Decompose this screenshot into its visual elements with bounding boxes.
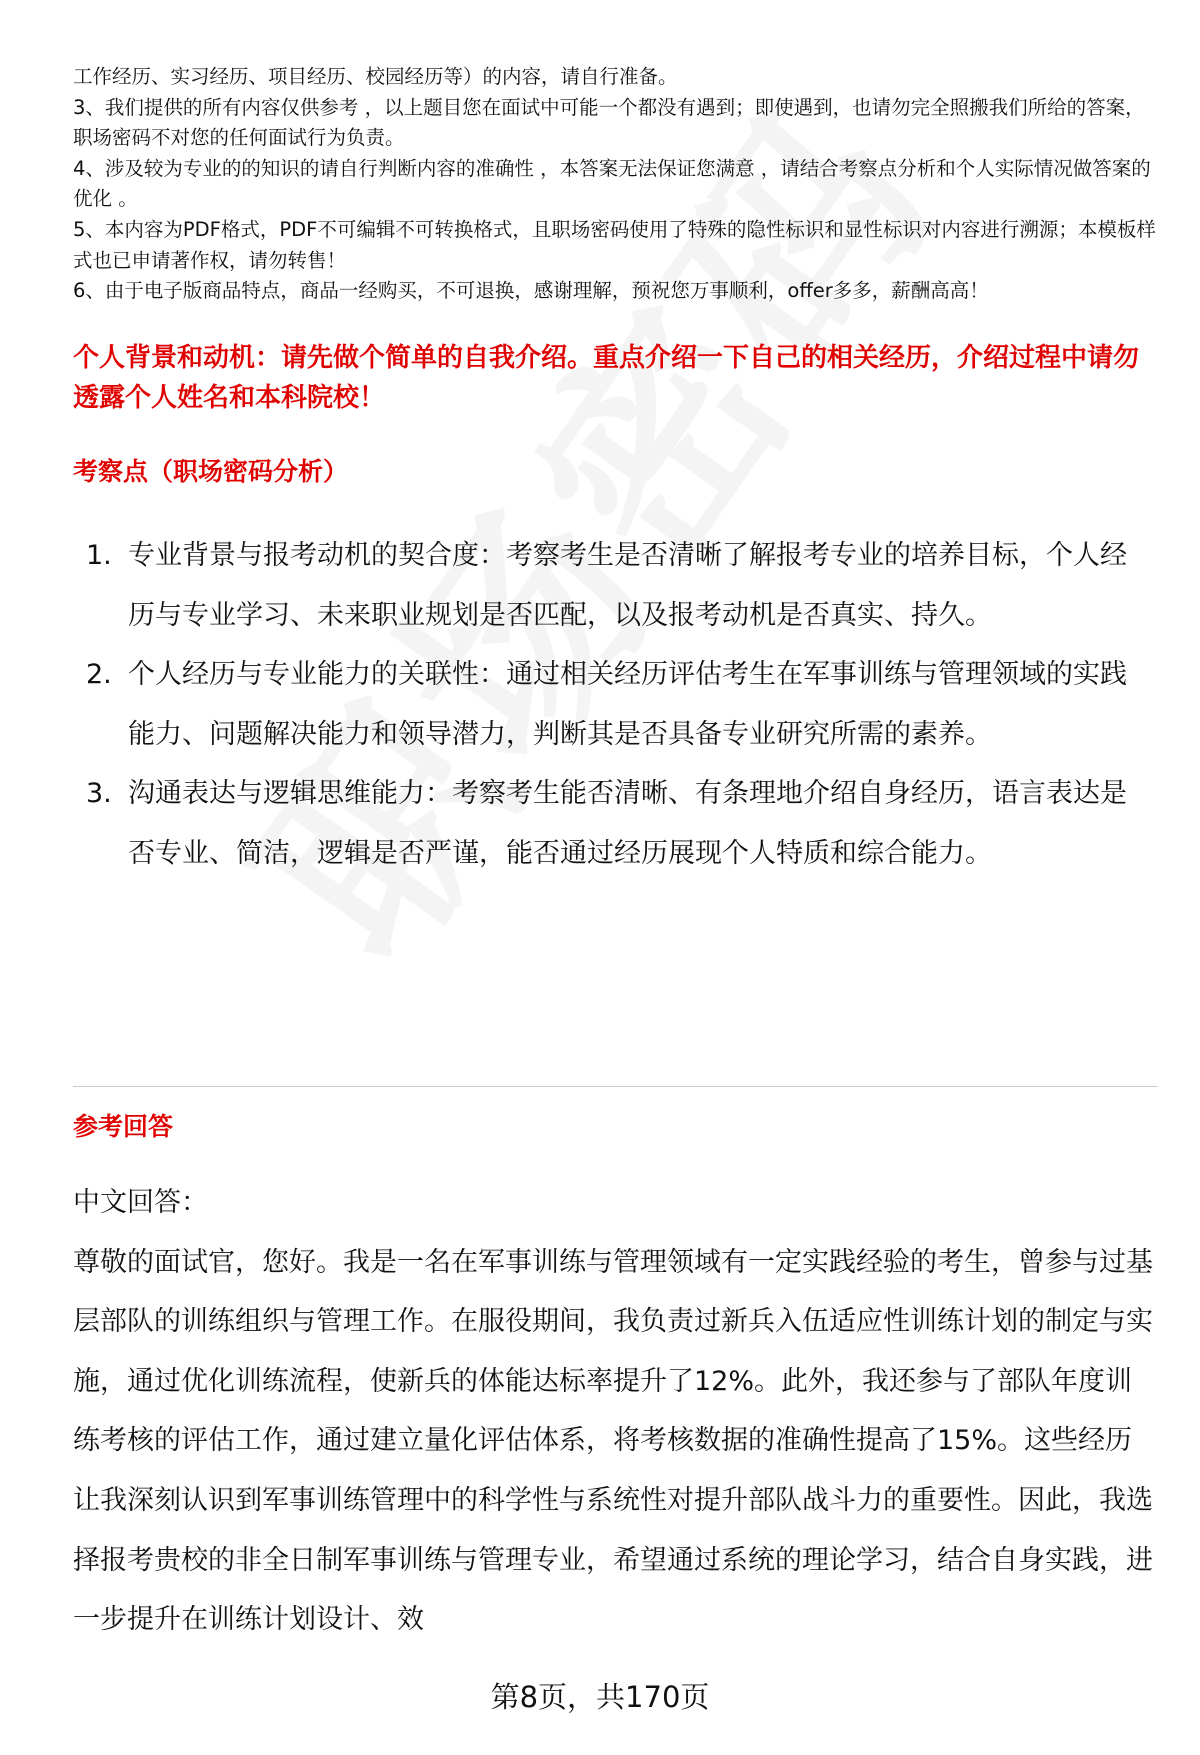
list-item [73, 764, 1153, 883]
analysis-list [73, 526, 1153, 884]
note-line: 3、我们提供的所有内容仅供参考 ，以上题目您在面试中可能一个都没有遇到；即使遇到，也请勿完全照搬我们所给的答案，职场密码不对您的任何面试行为负责。 [73, 95, 1145, 150]
list-text: 沟通表达与逻辑思维能力：考察考生能否清晰、有条理地介绍自身经历，语言表达是否专业、简洁，逻辑是否严谨，能否通过经历展现个人特质和综合能力。 [128, 778, 1127, 869]
list-text: 专业背景与报考动机的契合度：考察考生是否清晰了解报考专业的培养目标，个人经历与专业学习、未来职业规划是否匹配，以及报考动机是否真实、持久。 [128, 540, 1127, 631]
note-line: 6、由于电子版商品特点，商品一经购买，不可退换，感谢理解，预祝您万事顺利，offer多多，薪酬高高！ [73, 279, 989, 303]
page-number: 第8页，共170页 [490, 1680, 710, 1714]
answer-text: 尊敬的面试官，您好。我是一名在军事训练与管理领域有一定实践经验的考生，曾参与过基层部队的训练组织与管理工作。在服役期间，我负责过新兵入伍适应性训练计划的制定与实施，通过优化训练流程，使新兵的体能达标率提升了12%。此外，我还参与了部队年度训练考核的评估工作，通过建立量化评估体系，将考核数据的准确性提高了15%。这些经历让我深刻认识到军事训练管理中的科学性与系统性对提升部队战斗力的重要性。因此，我选择报考贵校的非全日制军事训练与管理专业，希望通过系统的理论学习，结合自身实践，进一步提升在训练计划设计、效 [73, 1246, 1153, 1636]
divider [73, 1086, 1158, 1087]
list-item [73, 645, 1153, 764]
notes-section [73, 62, 1158, 307]
note-line: 工作经历、实习经历、项目经历、校园经历等）的内容，请自行准备。 [73, 65, 678, 88]
answer-heading: 参考回答 [73, 1112, 174, 1141]
list-item [73, 526, 1153, 645]
analysis-heading: 考察点（职场密码分析） [73, 457, 349, 486]
answer-section [73, 1173, 1158, 1650]
note-line: 4、涉及较为专业的的知识的请自行判断内容的准确性 ，本答案无法保证您满意 ，请结合考察点分析和个人实际情况做答案的优化 。 [73, 156, 1151, 211]
list-number: 3. [86, 778, 112, 810]
list-text: 个人经历与专业能力的关联性：通过相关经历评估考生在军事训练与管理领域的实践能力、问题解决能力和领导潜力，判断其是否具备专业研究所需的素养。 [128, 659, 1127, 750]
list-number: 1. [86, 540, 112, 571]
note-line: 5、本内容为PDF格式，PDF不可编辑不可转换格式，且职场密码使用了特殊的隐性标识和显性标识对内容进行溯源；本模板样式也已申请著作权，请勿转售！ [73, 217, 1156, 272]
list-number: 2. [86, 659, 112, 691]
question-heading: 个人背景和动机：请先做个简单的自我介绍。重点介绍一下自己的相关经历，介绍过程中请勿透露个人姓名和本科院校！ [73, 343, 1140, 413]
answer-label: 中文回答： [73, 1187, 208, 1218]
